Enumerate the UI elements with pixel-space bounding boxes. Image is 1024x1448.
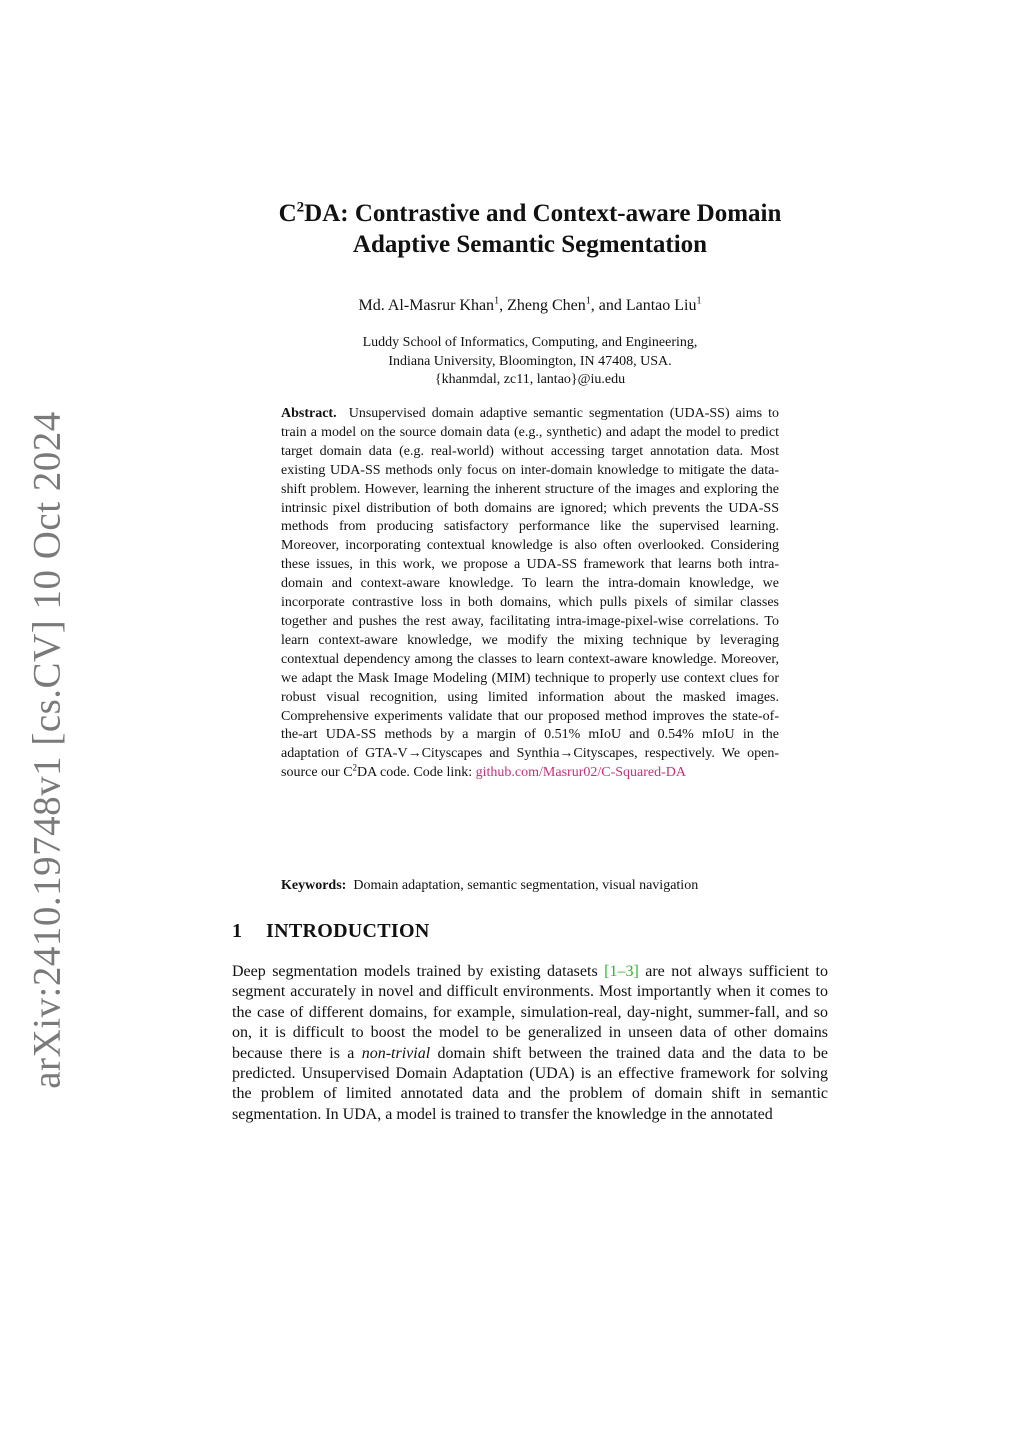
author-emails: {khanmdal, zc11, lantao}@iu.edu <box>434 372 626 387</box>
author-name: Lantao Liu <box>625 297 697 314</box>
author-name: Md. Al-Masrur Khan <box>358 297 495 314</box>
arxiv-identifier: arXiv:2410.19748v1 [cs.CV] 10 Oct 2024 <box>25 411 69 1089</box>
abstract-label: Abstract. <box>281 406 337 421</box>
keywords-label: Keywords: <box>281 878 347 893</box>
title-line-1 <box>232 198 828 229</box>
author-affiliation-mark: 1 <box>494 295 500 307</box>
author-name: Zheng Chen <box>507 297 586 314</box>
affiliation <box>232 334 828 390</box>
author-affiliation-mark: 1 <box>585 295 591 307</box>
title-line-2: Adaptive Semantic Segmentation <box>352 231 708 258</box>
section-heading <box>232 920 430 943</box>
title-superscript: 2 <box>296 199 305 216</box>
citation-link[interactable]: [1–3] <box>604 963 639 980</box>
author-affiliation-mark: 1 <box>696 295 702 307</box>
abstract: Abstract. Unsupervised domain adaptive semantic segmentation (UDA-SS) aims to train a model on the source domain data (e.g., synthetic) and adapt the model to predict target domain data (e.g. real-world) without accessing target annotation data. Most existing UDA-SS methods only focus on inter-domain knowledge to mitigate the data-shift problem. However, learning the inherent structure of the images and exploring the intrinsic pixel distribution of both domains are ignored; which prevents the UDA-SS methods from producing satisfactory performance like the supervised learning. Moreover, incorporating contextual knowledge is also often overlooked. Considering these issues, in this work, we propose a UDA-SS framework that learns both intra-domain and context-aware knowledge. To learn the intra-domain knowledge, we incorporate contrastive loss in both domains, which pulls pixels of similar classes together and pushes the rest away, facilitating intra-image-pixel-wise correlations. To learn context-aware knowledge, we modify the mixing technique by leveraging contextual dependency among the classes to learn context-aware knowledge. Moreover, we adapt the Mask Image Modeling (MIM) technique to properly use context clues for robust visual recognition, using limited information about the masked images. Comprehensive experiments validate that our proposed method improves the state-of-the-art UDA-SS methods by a margin of 0.51% mIoU and 0.54% mIoU in the adaptation of GTA-V→Cityscapes and Synthia→Cityscapes, respectively. We open-source our $C^2DA$ code. Code link: github.com/Masrur02/C-Squared-DA <box>281 406 780 781</box>
section-title: INTRODUCTION <box>266 920 430 942</box>
author-list: Md. Al-Masrur Khan$^1$, Zheng Chen$^1$, and Lantao Liu$^1$ <box>358 295 702 314</box>
keywords-text: Domain adaptation, semantic segmentation, visual navigation <box>353 878 699 893</box>
affiliation-line: Indiana University, Bloomington, IN 47408, USA. <box>388 353 672 369</box>
abstract-superscript: 2 <box>352 762 358 773</box>
paper-title <box>232 198 828 260</box>
section-number: 1 <box>232 920 243 942</box>
emphasis: non-trivial <box>361 1044 431 1062</box>
affiliation-line: Luddy School of Informatics, Computing, and Engineering, <box>362 335 698 350</box>
introduction-paragraph: Deep segmentation models trained by existing datasets [1–3] are not always sufficient to segment accurately in novel and difficult environments. Most importantly when it comes to the case of different domains, for example, simulation-real, day-night, summer-fall, and so on, it is difficult to boost the model to be generalized in unseen data of other domains because there is a non-trivial domain shift between the trained data and the data to be predicted. Unsupervised Domain Adaptation (UDA) is an effective framework for solving the problem of limited annotated data and the problem of domain shift in semantic segmentation. In UDA, a model is trained to transfer the knowledge in the annotated <box>232 963 829 1123</box>
code-link[interactable]: github.com/Masrur02/C-Squared-DA <box>475 765 687 781</box>
keywords <box>281 876 779 895</box>
title-line-1-text: DA: Contrastive and Context-aware Domain <box>304 200 782 227</box>
title-c: C <box>278 200 297 227</box>
abstract-text: Unsupervised domain adaptive semantic segmentation (UDA-SS) aims to train a model on the source domain data (e.g., synthetic) and adapt the model to predict target domain data (e.g. real-world) without accessing target annotation data. Most existing UDA-SS methods only focus on inter-domain knowledge to mitigate the data-shift problem. However, learning the inherent structure of the images and exploring the intrinsic pixel distribution of both domains are ignored; which prevents the UDA-SS methods from producing satisfactory performance like the supervised learning. Moreover, incorporating contextual knowledge is also often overlooked. Considering these issues, in this work, we propose a UDA-SS framework that learns both intra-domain and context-aware knowledge. To learn the intra-domain knowledge, we incorporate contrastive loss in both domains, which pulls pixels of similar classes together and pushes the rest away, facilitating intra-image-pixel-wise correlations. To learn context-aware knowledge, we modify the mixing technique by leveraging contextual dependency among the classes to learn context-aware knowledge. Moreover, we adapt the Mask Image Modeling (MIM) technique to properly use context clues for robust visual recognition, using limited information about the masked images. Comprehensive experiments validate that our proposed method improves the state-of-the-art UDA-SS methods by a margin of 0.51% mIoU and 0.54% mIoU in the adaptation of GTA-V→Cityscapes and Synthia→Cityscapes, respectively. We open-source our C <box>281 406 780 781</box>
